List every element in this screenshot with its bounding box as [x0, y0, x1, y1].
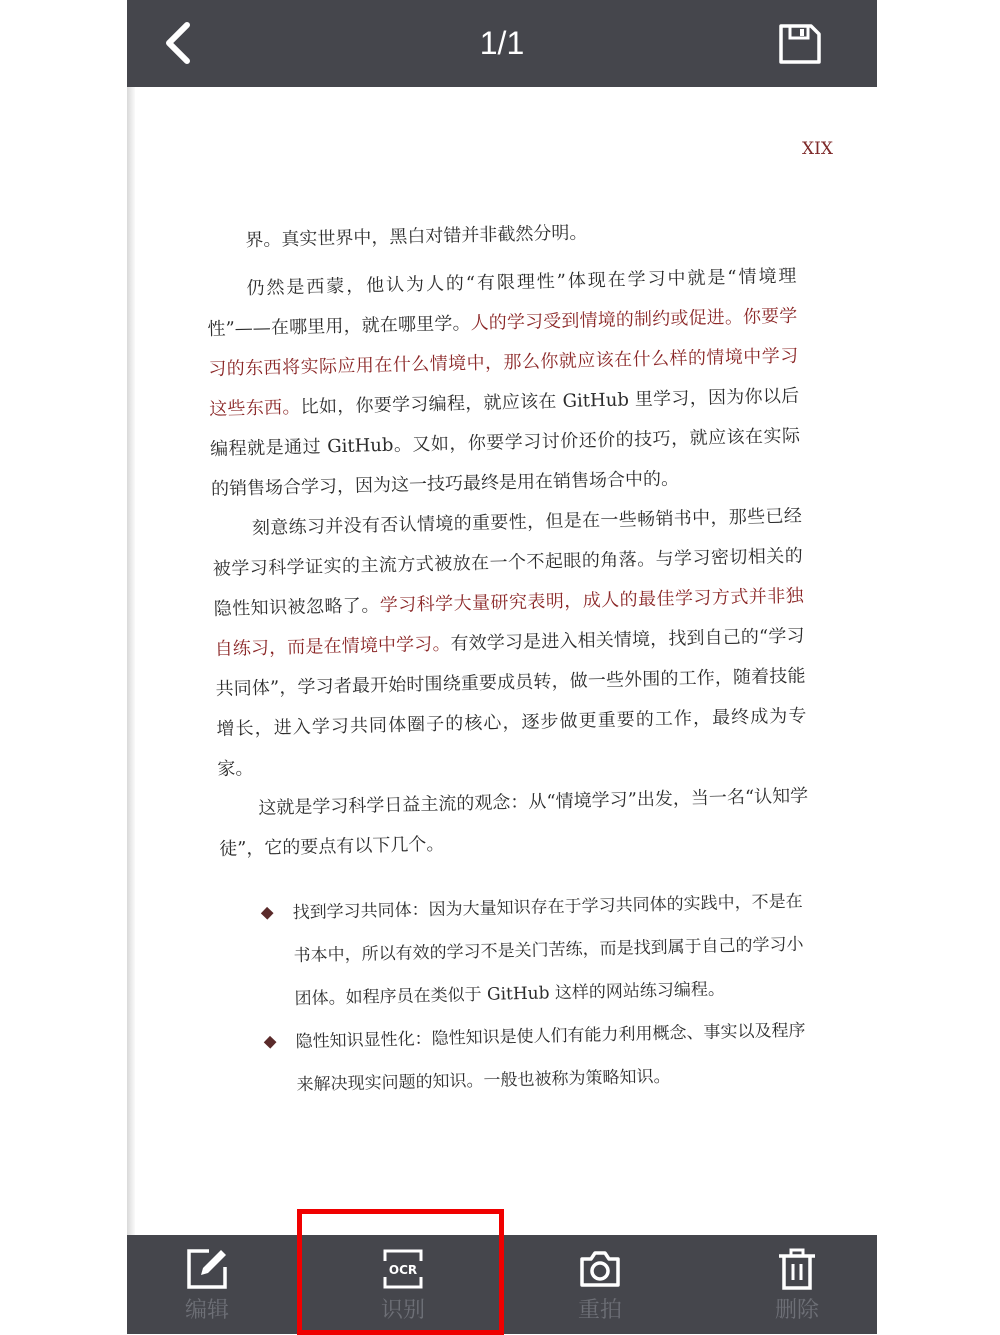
- scan-preview-screen: [127, 0, 877, 1334]
- edit-label: 编辑: [184, 1298, 229, 1323]
- bullet-item: [223, 1009, 815, 1108]
- retake-button[interactable]: [540, 1235, 660, 1334]
- retake-label: 重拍: [577, 1298, 622, 1323]
- bullet-item: [220, 880, 813, 1022]
- save-icon: [777, 22, 823, 66]
- highlighted-text: 人的学习受到情境的制约或促进。你要学习的东西将实际应用在什么情境中，那么你就应该在什么样的情境中学习这些东西。: [208, 305, 799, 420]
- delete-label: 删除: [774, 1298, 819, 1323]
- chevron-left-icon: [163, 21, 193, 65]
- highlighted-text: 学习科学大量研究表明，成人的最佳学习方式并非独自练习，而是在情境中学习。: [214, 585, 804, 660]
- bullet-text: 找到学习共同体：因为大量知识存在于学习共同体的实践中，不是在书本中，所以有效的学习不是关门苦练，而是找到属于自己的学习小团体。如程序员在类似于 GitHub 这样的网站练习编程。: [292, 891, 804, 1010]
- trash-icon: [775, 1247, 819, 1291]
- paragraph: 这就是学习科学日益主流的观念：从“情境学习”出发，当一名“认知学徒”，它的要点有以下几个。: [218, 785, 809, 860]
- delete-button[interactable]: [737, 1235, 857, 1334]
- page-indicator: 1/1: [479, 25, 525, 61]
- intro-line: 界。真实世界中，黑白对错并非截然分明。: [245, 222, 588, 252]
- paragraph: [212, 497, 808, 790]
- edit-button[interactable]: [147, 1235, 267, 1334]
- paragraph: [206, 257, 801, 510]
- diamond-bullet-icon: [261, 907, 274, 920]
- paragraph-text: 比如，你要学习编程，就应该在 GitHub 里学习，因为你以后编程就是通过 GitHub。又如，你要学习讨价还价的技巧，就应该在实际的销售场合学习，因为这一技巧最终是用在销售场合中的。: [209, 385, 801, 500]
- paragraph-text: 有效学习是进入相关情境，找到自己的“学习共同体”，学习者最开始时围绕重要成员转，做一些外围的工作，随着技能增长，进入学习共同体圈子的核心，逐步做更重要的工作，最终成为专家。: [215, 625, 807, 780]
- save-button[interactable]: [777, 22, 823, 66]
- bottom-toolbar: [127, 1235, 877, 1334]
- scanned-page: [127, 87, 877, 1235]
- paragraph-text: 仍然是西蒙，他认为人的“有限理性”体现在学习中就是“情境理性”——在哪里用，就在哪里学。: [207, 265, 797, 340]
- paragraph-text: 刻意练习并没有否认情境的重要性，但是在一些畅销书中，那些已经被学习科学证实的主流方式被放在一个不起眼的角落。与学习密切相关的隐性知识被忽略了。: [212, 505, 803, 620]
- bullet-list: [220, 880, 815, 1108]
- edit-icon: [185, 1247, 229, 1291]
- back-button[interactable]: [153, 18, 203, 68]
- page-edge-shadow: [127, 87, 135, 1235]
- page-number: XIX: [802, 139, 833, 159]
- page-body: [205, 209, 815, 1109]
- ocr-icon: [381, 1247, 425, 1291]
- ocr-label: 识别: [380, 1298, 425, 1323]
- bullet-text: 隐性知识显性化：隐性知识是使人们有能力利用概念、事实以及程序来解决现实问题的知识。一般也被称为策略知识。: [295, 1020, 806, 1096]
- top-bar: [127, 0, 877, 87]
- camera-icon: [578, 1247, 622, 1291]
- diamond-bullet-icon: [264, 1036, 277, 1049]
- ocr-icon-text: OCR: [388, 1263, 418, 1277]
- ocr-button[interactable]: [343, 1235, 463, 1334]
